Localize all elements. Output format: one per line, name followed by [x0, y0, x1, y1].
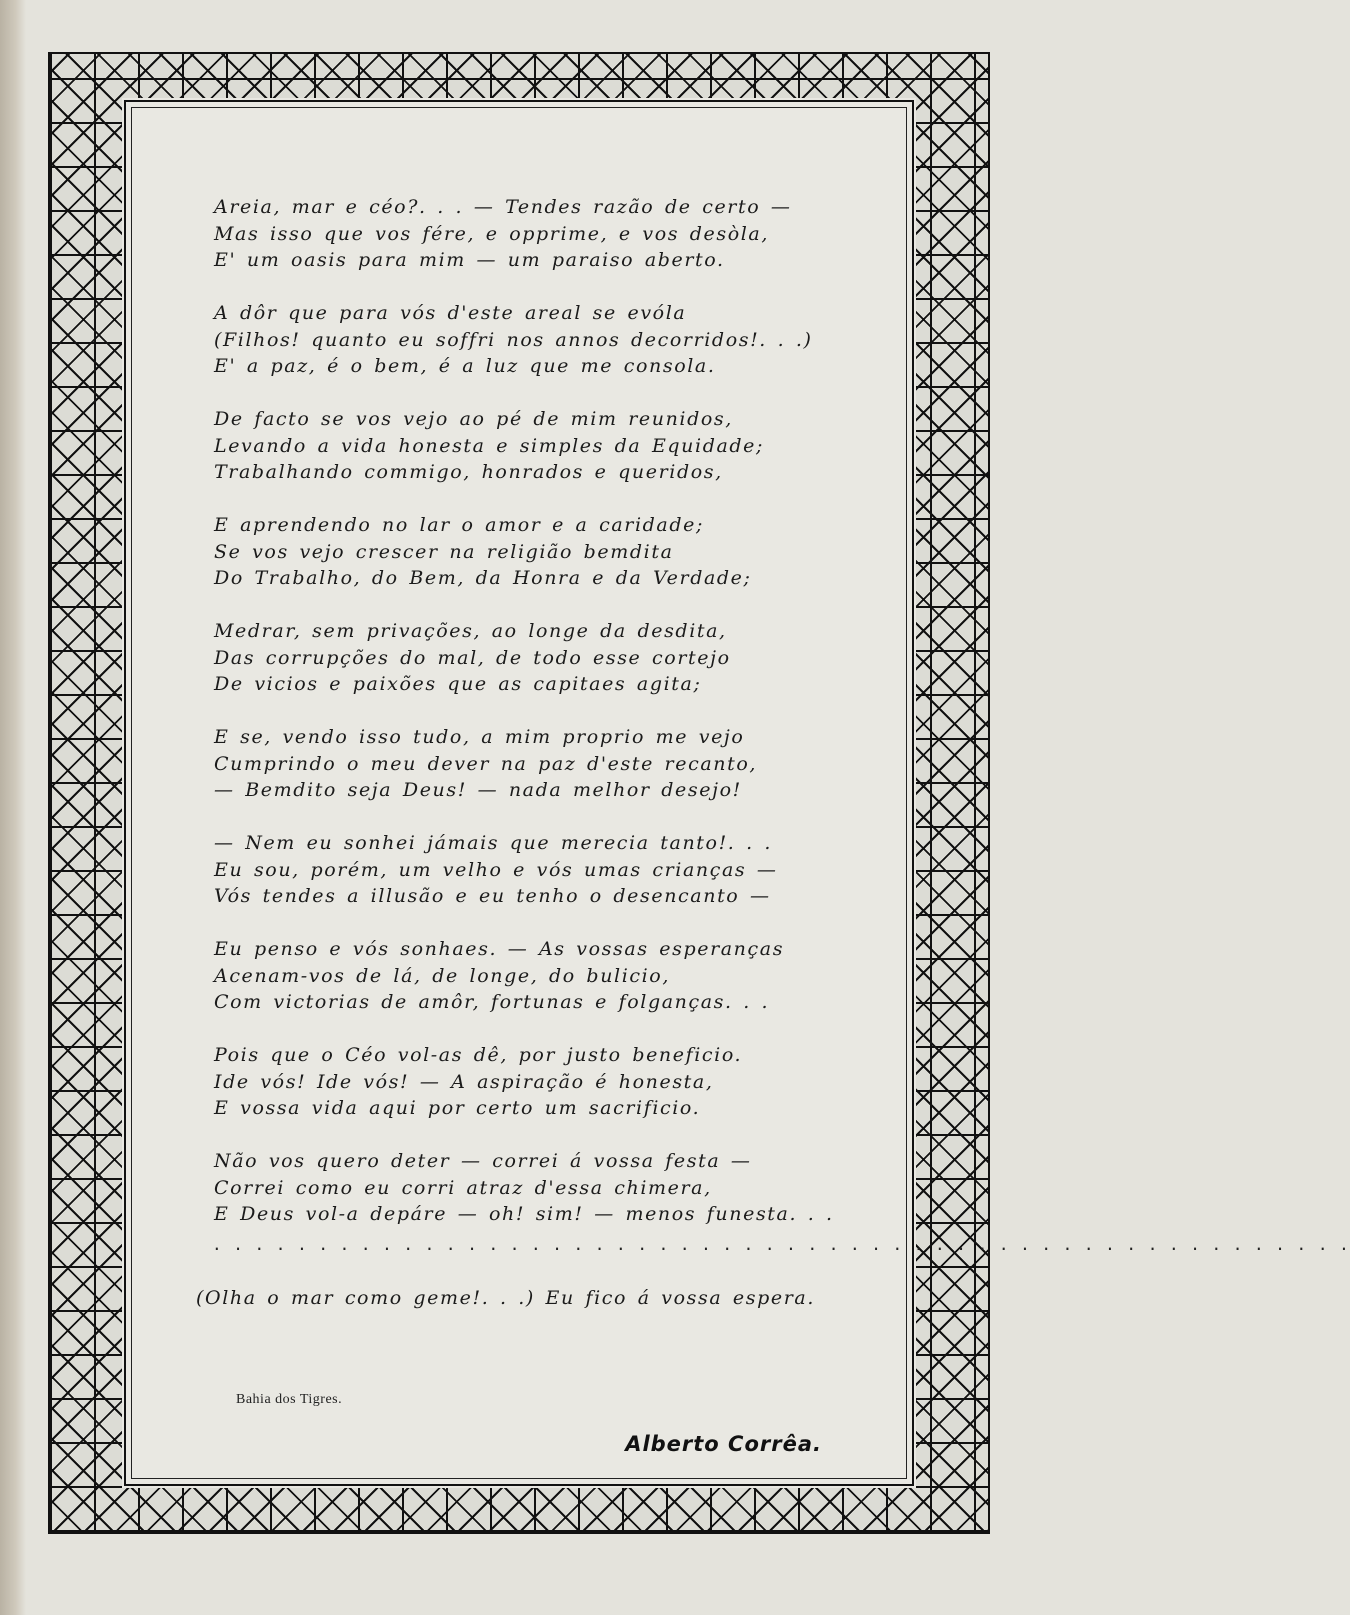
poem-line: E' um oasis para mim — um paraiso aberto. [214, 249, 725, 271]
poem-line: E aprendendo no lar o amor e a caridade; [214, 514, 704, 536]
poem-line: Eu penso e vós sonhaes. — As vossas esperanças [214, 938, 785, 960]
poem-line: Das corrupções do mal, de todo esse cortejo [214, 646, 731, 669]
poem-line: A dôr que para vós d'este areal se evóla [214, 302, 687, 324]
poem-line: E se, vendo isso tudo, a mim proprio me vejo [214, 726, 745, 748]
poem-line: Com victorias de amôr, fortunas e folganças. . . [214, 991, 770, 1013]
ellipsis-row: . . . . . . . . . . . . . . . . . . . . . . . . . . . . . . . . . . . . . . . . . . . . . . . . . . . . . . [212, 1235, 1350, 1254]
poem-line: Areia, mar e céo?. . . — Tendes razão de certo — [214, 196, 792, 218]
stanza [214, 724, 814, 804]
poem-line: Levando a vida honesta e simples da Equidade; [214, 434, 764, 457]
stanza [214, 512, 814, 592]
poem-line: Vós tendes a illusão e eu tenho o desencanto — [214, 885, 771, 907]
poem-line: De facto se vos vejo ao pé de mim reunidos, [214, 408, 733, 430]
stanza [214, 936, 814, 1016]
page-edge [0, 0, 26, 1615]
poem-line: Cumprindo o meu dever na paz d'este recanto, [214, 752, 758, 775]
poem-line: Correi como eu corri atraz d'essa chimera, [214, 1176, 712, 1199]
author-signature: Alberto Corrêa. [625, 1432, 822, 1456]
poem-line: — Bemdito seja Deus! — nada melhor desejo! [214, 779, 742, 801]
final-line: (Olha o mar como geme!. . .) Eu fico á vossa espera. [196, 1287, 815, 1309]
poem-line: (Filhos! quanto eu soffri nos annos decorridos!. . .) [214, 328, 813, 351]
stanza [214, 830, 814, 910]
poem-line: Eu sou, porém, um velho e vós umas crianças — [214, 858, 778, 881]
poem-panel [124, 100, 1350, 1486]
poem-line: — Nem eu sonhei jámais que merecia tanto!. . . [214, 832, 773, 854]
poem-line: Mas isso que vos fére, e opprime, e vos desòla, [214, 222, 769, 245]
poem-line: Pois que o Céo vol-as dê, por justo beneficio. [214, 1044, 743, 1066]
poem-line: Ide vós! Ide vós! — A aspiração é honesta, [214, 1070, 714, 1093]
poem-line: Se vos vejo crescer na religião bemdita [214, 540, 674, 563]
poem-line: Trabalhando commigo, honrados e queridos, [214, 461, 723, 483]
poem-line: Acenam-vos de lá, de longe, do bulicio, [214, 964, 670, 987]
poem-line: E' a paz, é o bem, é a luz que me consola. [214, 355, 716, 377]
stanza [214, 194, 814, 274]
poem-body [214, 194, 834, 1254]
poem-line: Medrar, sem privações, ao longe da desdita, [214, 620, 727, 642]
poem-line: Do Trabalho, do Bem, da Honra e da Verdade; [214, 567, 752, 589]
stanza [214, 1148, 834, 1228]
poem-line: E Deus vol-a depáre — oh! sim! — menos funesta. . . [214, 1203, 834, 1225]
poem-line: De vicios e paixões que as capitaes agita; [214, 673, 702, 695]
ornamental-border [48, 52, 1350, 1534]
stanza [214, 1042, 814, 1122]
poem-line: E vossa vida aqui por certo um sacrificio. [214, 1097, 701, 1119]
poem-line: Não vos quero deter — correi á vossa festa — [214, 1150, 752, 1172]
stanza [214, 618, 814, 698]
stanza [214, 406, 814, 486]
place-name: Bahia dos Tigres. [236, 1392, 343, 1407]
stanza [214, 300, 814, 380]
